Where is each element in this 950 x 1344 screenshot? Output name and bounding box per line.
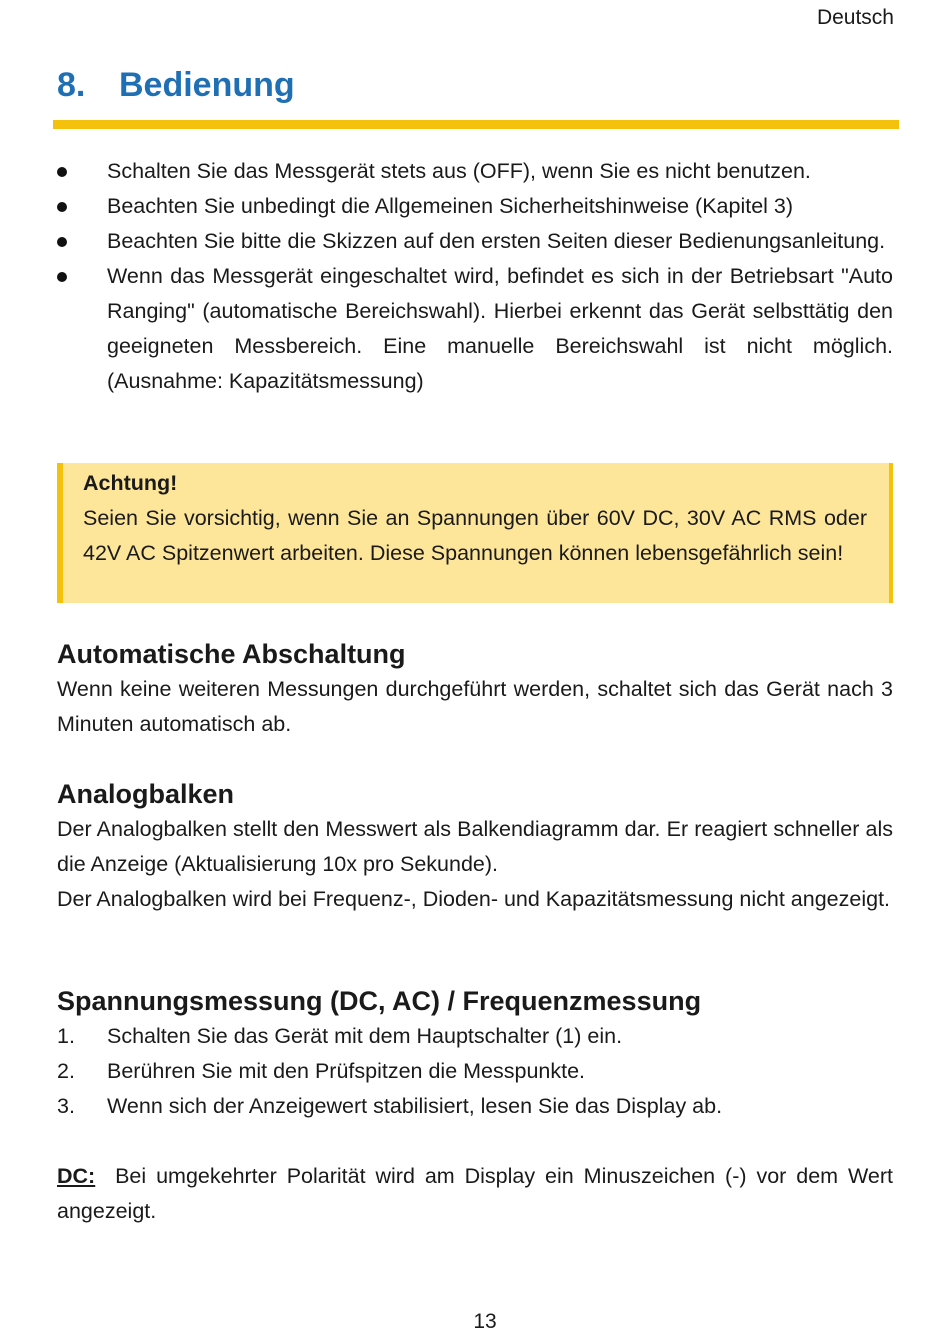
voltage-heading: Spannungsmessung (DC, AC) / Frequenzmessung bbox=[57, 986, 702, 1016]
bullet-icon bbox=[57, 202, 67, 212]
bullet-text: Schalten Sie das Messgerät stets aus (OFF), wenn Sie es nicht benutzen. bbox=[107, 159, 811, 183]
heading-rule bbox=[53, 120, 899, 129]
list-item bbox=[57, 1019, 893, 1054]
auto-off-heading: Automatische Abschaltung bbox=[57, 639, 406, 669]
steps-list bbox=[57, 1019, 893, 1124]
bullet-icon bbox=[57, 237, 67, 247]
analog-bar-heading: Analogbalken bbox=[57, 779, 235, 809]
voltage-section bbox=[57, 983, 893, 1229]
step-text: Berühren Sie mit den Prüfspitzen die Messpunkte. bbox=[107, 1059, 586, 1083]
warning-title: Achtung! bbox=[83, 471, 178, 495]
bullet-text: Beachten Sie bitte die Skizzen auf den ersten Seiten dieser Bedienungsanleitung. bbox=[107, 229, 886, 253]
list-item bbox=[57, 1054, 893, 1089]
step-text: Wenn sich der Anzeigewert stabilisiert, lesen Sie das Display ab. bbox=[107, 1094, 723, 1118]
auto-off-text: Wenn keine weiteren Messungen durchgeführt werden, schaltet sich das Gerät nach 3 Minuten automatisch ab. bbox=[57, 677, 893, 736]
list-item bbox=[57, 154, 893, 189]
list-item bbox=[57, 259, 893, 399]
bullet-icon bbox=[57, 167, 67, 177]
page-number: 13 bbox=[473, 1310, 497, 1333]
bullet-text: Beachten Sie unbedingt die Allgemeinen Sicherheitshinweise (Kapitel 3) bbox=[107, 194, 794, 218]
warning-box bbox=[57, 463, 893, 603]
analog-bar-section bbox=[57, 776, 893, 917]
step-number: 3. bbox=[57, 1094, 75, 1118]
step-number: 1. bbox=[57, 1024, 75, 1048]
warning-text: Seien Sie vorsichtig, wenn Sie an Spannungen über 60V DC, 30V AC RMS oder 42V AC Spitzenwert arbeiten. Diese Spannungen können lebensgefährlich sein! bbox=[83, 506, 867, 565]
chapter-heading bbox=[57, 66, 295, 105]
step-text: Schalten Sie das Gerät mit dem Hauptschalter (1) ein. bbox=[107, 1024, 623, 1048]
dc-text: Bei umgekehrter Polarität wird am Display ein Minuszeichen (-) vor dem Wert angezeigt. bbox=[57, 1164, 893, 1223]
list-item bbox=[57, 1089, 893, 1124]
bullet-list bbox=[57, 154, 893, 399]
analog-bar-text: Der Analogbalken wird bei Frequenz-, Dioden- und Kapazitätsmessung nicht angezeigt. bbox=[57, 887, 891, 911]
list-item bbox=[57, 189, 893, 224]
bullet-text: Wenn das Messgerät eingeschaltet wird, befindet es sich in der Betriebsart "Auto Ranging" (automatische Bereichswahl). Hierbei erkennt das Gerät selbsttätig den geeigneten Messbereich. Eine manuelle Bereichswahl ist nicht möglich. (Ausnahme: Kapazitätsmessung) bbox=[107, 264, 893, 393]
list-item bbox=[57, 224, 893, 259]
language-label: Deutsch bbox=[816, 6, 894, 29]
chapter-title: Bedienung bbox=[119, 66, 295, 104]
analog-bar-text: Der Analogbalken stellt den Messwert als Balkendiagramm dar. Er reagiert schneller als die Anzeige (Aktualisierung 10x pro Sekunde). bbox=[57, 817, 893, 876]
bullet-icon bbox=[57, 272, 67, 282]
dc-label: DC: bbox=[57, 1164, 96, 1188]
auto-off-section bbox=[57, 636, 893, 742]
chapter-number: 8. bbox=[57, 66, 86, 104]
step-number: 2. bbox=[57, 1059, 75, 1083]
dc-note bbox=[57, 1159, 893, 1229]
